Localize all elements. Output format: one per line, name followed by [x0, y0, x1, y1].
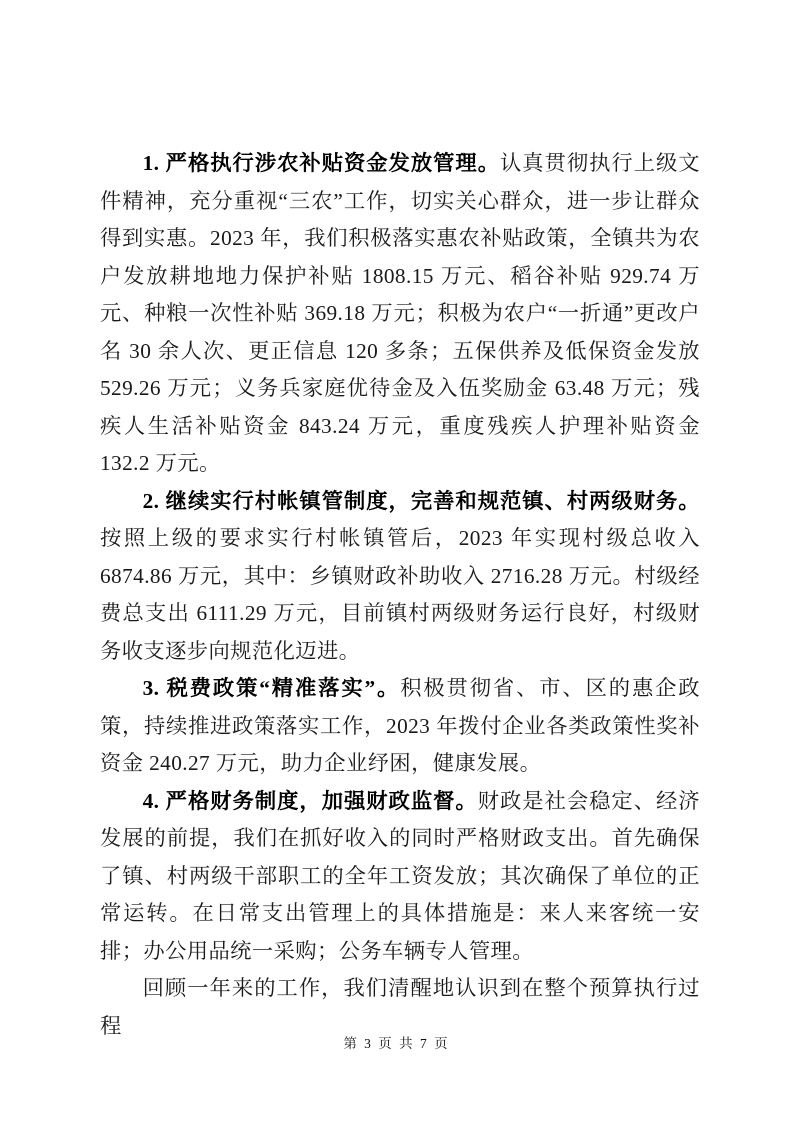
paragraph-heading: 1. 严格执行涉农补贴资金发放管理。 — [142, 151, 500, 175]
page-number: 第 3 页 共 7 页 — [343, 1036, 450, 1051]
paragraph-text: 回顾一年来的工作，我们清醒地认识到在整个预算执行过程 — [100, 976, 700, 1038]
paragraph-tax-policy — [100, 670, 700, 783]
document-body — [100, 145, 700, 1045]
paragraph-heading: 3. 税费政策“精准落实”。 — [142, 676, 401, 700]
paragraph-village-accounts — [100, 483, 700, 671]
paragraph-subsidy-management — [100, 145, 700, 483]
paragraph-financial-discipline — [100, 783, 700, 971]
paragraph-text: 积极贯彻省、市、区的惠企政策，持续推进政策落实工作，2023 年拨付企业各类政策性奖补资金 240.27 万元，助力企业纾困，健康发展。 — [100, 676, 700, 775]
paragraph-text: 按照上级的要求实行村帐镇管后，2023 年实现村级总收入 6874.86 万元，其中：乡镇财政补助收入 2716.28 万元。村级经费总支出 6111.29 万元，目前镇村两级财务运行良好，村级财务收支逐步向规范化迈进。 — [100, 526, 700, 663]
page-footer — [0, 1032, 793, 1053]
paragraph-text: 财政是社会稳定、经济发展的前提，我们在抓好收入的同时严格财政支出。首先确保了镇、村两级干部职工的全年工资发放；其次确保了单位的正常运转。在日常支出管理上的具体措施是：来人来客统一安排；办公用品统一采购；公务车辆专人管理。 — [100, 788, 700, 963]
paragraph-text: 认真贯彻执行上级文件精神，充分重视“三农”工作，切实关心群众，进一步让群众得到实惠。2023 年，我们积极落实惠农补贴政策，全镇共为农户发放耕地地力保护补贴 1808.15 万元、稻谷补贴 929.74 万元、种粮一次性补贴 369.18 万元；积极为农户“一折通”更改户名 30 余人次、更正信息 120 多条；五保供养及低保资金发放 529.26 万元；义务兵家庭优待金及入伍奖励金 63.48 万元；残疾人生活补贴资金 843.24 万元，重度残疾人护理补贴资金 132.2 万元。 — [100, 151, 700, 475]
paragraph-heading: 2. 继续实行村帐镇管制度，完善和规范镇、村两级财务。 — [142, 488, 700, 513]
paragraph-heading: 4. 严格财务制度，加强财政监督。 — [142, 788, 478, 813]
